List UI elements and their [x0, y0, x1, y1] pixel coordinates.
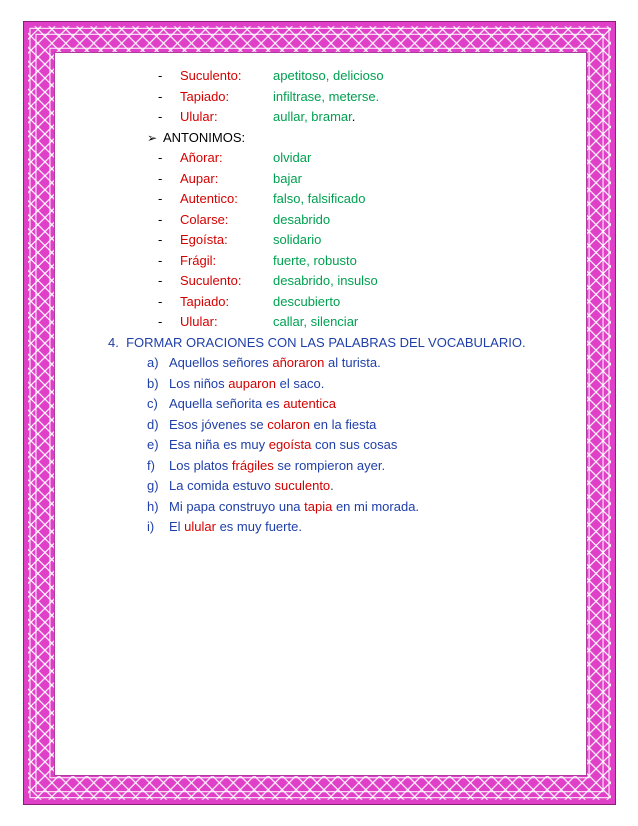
item-label: d)	[147, 417, 159, 432]
definition: bajar	[273, 171, 302, 186]
bullet-dash: -	[158, 294, 163, 309]
antonyms-header-label: ANTONIMOS:	[163, 130, 246, 145]
sentence-after: el saco.	[275, 376, 325, 391]
definition: callar, silenciar	[273, 314, 359, 329]
item-label: e)	[147, 437, 159, 452]
sentence-before: Aquellos señores	[169, 355, 273, 370]
sentence-item	[147, 517, 302, 538]
vocab-word: tapia	[304, 499, 333, 514]
section-number: 4.	[108, 335, 119, 350]
sentence-after: al turista.	[324, 355, 381, 370]
bullet-dash: -	[158, 191, 163, 206]
sentence-item	[147, 394, 336, 415]
term: Autentico:	[180, 191, 238, 206]
bullet-dash: -	[158, 171, 163, 186]
sentence-before: Aquella señorita es	[169, 396, 284, 411]
definition: descubierto	[273, 294, 341, 309]
bullet-dash: -	[158, 89, 163, 104]
sentence-after: con sus cosas	[311, 437, 398, 452]
bullet-dash: -	[158, 232, 163, 247]
definition-row	[273, 107, 355, 128]
vocab-word: frágiles	[231, 458, 274, 473]
sentence-before: El	[169, 519, 185, 534]
definition: fuerte, robusto	[273, 253, 357, 268]
sentence-before: La comida estuvo	[169, 478, 275, 493]
sentence-item	[147, 476, 334, 497]
definition: desabrido, insulso	[273, 273, 378, 288]
term: Suculento:	[180, 68, 242, 83]
sentence-after: en la fiesta	[309, 417, 377, 432]
bullet-dash: -	[158, 68, 163, 83]
bullet-dash: -	[158, 212, 163, 227]
bullet-dash: -	[158, 109, 163, 124]
item-label: f)	[147, 458, 155, 473]
item-label: g)	[147, 478, 159, 493]
item-label: b)	[147, 376, 159, 391]
definition: apetitoso, delicioso	[273, 68, 384, 83]
sentence-after: .	[330, 478, 334, 493]
vocab-word: auparon	[228, 376, 276, 391]
definition: infiltrase, meterse.	[273, 89, 380, 104]
item-label: c)	[147, 396, 158, 411]
vocab-word: suculento	[274, 478, 331, 493]
bullet-dash: -	[158, 273, 163, 288]
definition: solidario	[273, 232, 322, 247]
definition: desabrido	[273, 212, 331, 227]
term: Frágil:	[180, 253, 217, 268]
sentence-after: se rompieron ayer.	[273, 458, 386, 473]
sentence-item	[147, 456, 385, 477]
vocab-word: añoraron	[272, 355, 325, 370]
item-label: i)	[147, 519, 155, 534]
term: Ulular:	[180, 314, 218, 329]
term: Ulular:	[180, 109, 218, 124]
definition: aullar, bramar	[273, 109, 352, 124]
sentence-after: en mi morada.	[332, 499, 420, 514]
item-label: a)	[147, 355, 159, 370]
vocab-word: ulular	[184, 519, 216, 534]
definition-end: .	[351, 109, 356, 124]
sentence-after: es muy fuerte.	[215, 519, 302, 534]
vocab-word: egoísta	[268, 437, 312, 452]
sentence-item	[147, 374, 324, 395]
term: Tapiado:	[180, 89, 230, 104]
antonyms-header	[147, 128, 245, 149]
section-heading	[108, 333, 526, 354]
sentence-item	[147, 497, 419, 518]
vocab-word: autentica	[283, 396, 336, 411]
bullet-dash: -	[158, 314, 163, 329]
term: Suculento:	[180, 273, 242, 288]
sentence-before: Mi papa construyo una	[169, 499, 305, 514]
sentence-before: Los niños	[169, 376, 229, 391]
section-title: FORMAR ORACIONES CON LAS PALABRAS DEL VOCABULARIO.	[126, 335, 526, 350]
term: Aupar:	[180, 171, 219, 186]
sentence-before: Esa niña es muy	[169, 437, 269, 452]
term: Tapiado:	[180, 294, 230, 309]
term: Egoísta:	[180, 232, 228, 247]
term: Colarse:	[180, 212, 229, 227]
sentence-item	[147, 435, 397, 456]
sentence-before: Esos jóvenes se	[169, 417, 268, 432]
item-label: h)	[147, 499, 159, 514]
sentence-item	[147, 353, 381, 374]
sentence-before: Los platos	[169, 458, 232, 473]
bullet-dash: -	[158, 253, 163, 268]
arrow-bullet-icon: ➢	[147, 131, 158, 145]
definition: olvidar	[273, 150, 312, 165]
definition: falso, falsificado	[273, 191, 366, 206]
bullet-dash: -	[158, 150, 163, 165]
vocab-word: colaron	[267, 417, 310, 432]
sentence-item	[147, 415, 376, 436]
term: Añorar:	[180, 150, 223, 165]
